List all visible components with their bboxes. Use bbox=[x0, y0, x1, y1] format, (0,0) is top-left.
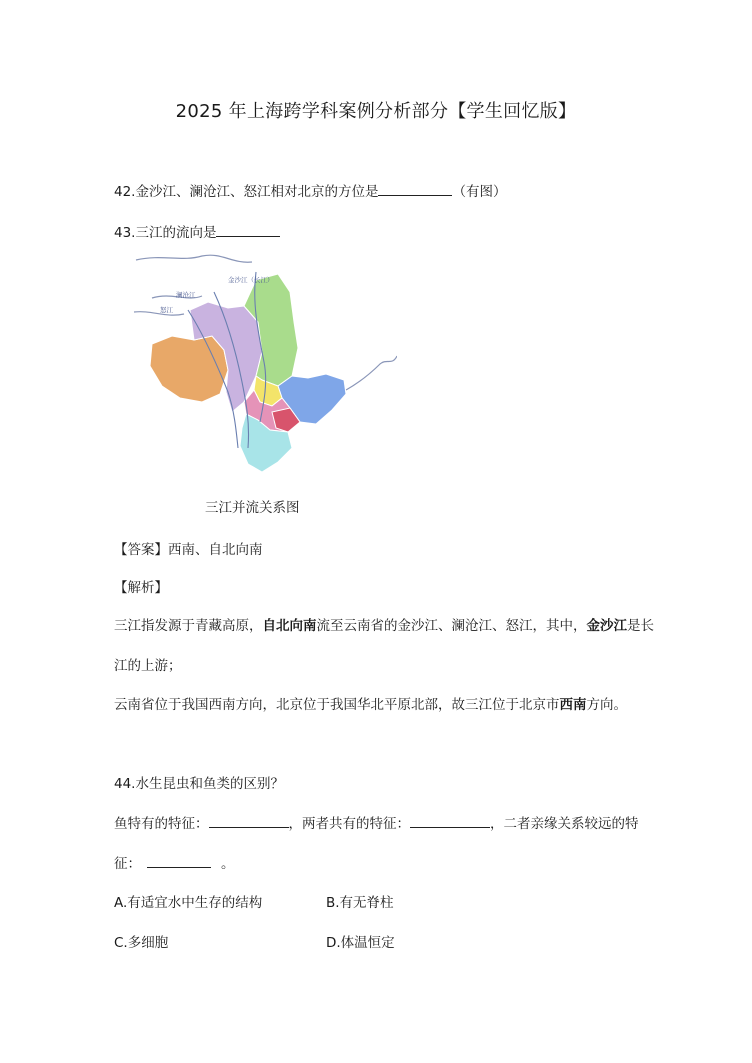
three-rivers-map bbox=[132, 252, 397, 484]
nu-label: 怒江 bbox=[160, 306, 173, 314]
answer-blank bbox=[209, 815, 289, 828]
answer-line: 【答案】西南、自北向南 bbox=[114, 542, 263, 558]
text-run: 征： bbox=[114, 856, 141, 872]
question-42 bbox=[114, 180, 506, 200]
lancang-label: 澜沧江 bbox=[176, 291, 196, 299]
bold-text-run: 西南 bbox=[559, 697, 587, 713]
analysis-heading: 【解析】 bbox=[114, 580, 168, 596]
question-44-line-2 bbox=[114, 852, 235, 872]
text-run: 鱼特有的特征： bbox=[114, 816, 209, 832]
text-run: 。 bbox=[221, 856, 235, 872]
text-run: 是长 bbox=[627, 618, 654, 634]
answer-blank bbox=[216, 224, 280, 237]
document-title: 2025 年上海跨学科案例分析部分【学生回忆版】 bbox=[175, 101, 577, 122]
option-c: C.多细胞 bbox=[114, 935, 169, 951]
question-42-text: 42.金沙江、澜沧江、怒江相对北京的方位是 bbox=[114, 184, 379, 200]
text-run: 流至云南省的金沙江、澜沧江、怒江，其中， bbox=[316, 618, 587, 634]
answer-blank bbox=[378, 183, 452, 196]
text-run: 三江指发源于青藏高原， bbox=[114, 618, 263, 634]
river-line bbox=[346, 356, 397, 390]
question-43-text: 43.三江的流向是 bbox=[114, 225, 217, 241]
analysis-paragraph-1 bbox=[114, 614, 654, 634]
figure-caption: 三江并流关系图 bbox=[205, 500, 300, 516]
option-a: A.有适宜水中生存的结构 bbox=[114, 895, 263, 911]
question-42-suffix: （有图） bbox=[452, 184, 507, 200]
analysis-paragraph-2 bbox=[114, 693, 627, 713]
map-region-orange bbox=[150, 336, 228, 402]
analysis-paragraph-1-cont: 江的上游； bbox=[114, 658, 182, 674]
river-line bbox=[134, 312, 184, 315]
text-run: 云南省位于我国西南方向，北京位于我国华北平原北部，故三江位于北京市 bbox=[114, 697, 560, 713]
question-44-line-1 bbox=[114, 812, 639, 832]
answer-blank bbox=[147, 855, 211, 868]
text-run: ，二者亲缘关系较远的特 bbox=[490, 816, 639, 832]
question-43 bbox=[114, 221, 280, 241]
bold-text-run: 自北向南 bbox=[262, 618, 317, 634]
jinsha-label: 金沙江（长江） bbox=[228, 276, 274, 284]
option-d: D.体温恒定 bbox=[326, 935, 395, 951]
question-44: 44.水生昆虫和鱼类的区别？ bbox=[114, 776, 284, 792]
river-line bbox=[136, 255, 252, 262]
text-run: 方向。 bbox=[586, 697, 627, 713]
option-b: B.有无脊柱 bbox=[326, 895, 394, 911]
bold-text-run: 金沙江 bbox=[586, 618, 627, 634]
text-run: ，两者共有的特征： bbox=[288, 816, 410, 832]
answer-blank bbox=[410, 815, 490, 828]
